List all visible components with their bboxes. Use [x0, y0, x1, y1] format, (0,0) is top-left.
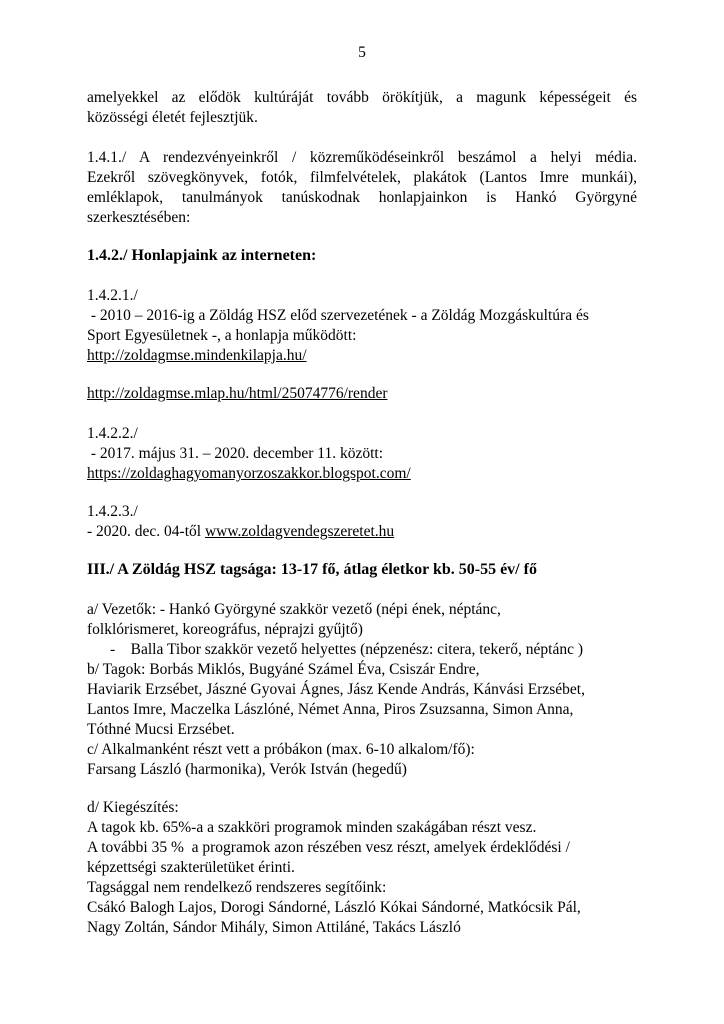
occasional-line-1: c/ Alkalmanként részt vett a próbákon (max. 6-10 alkalom/fő): [87, 741, 475, 758]
members-line-4: Tóthné Mucsi Erzsébet. [87, 721, 235, 738]
leaders-line-1: a/ Vezetők: - Hankó Györgyné szakkör vezető (népi ének, néptánc, [87, 601, 501, 618]
link-zoldagmse-mlap[interactable]: http://zoldagmse.mlap.hu/html/25074776/render [87, 385, 388, 402]
helpers-heading: Tagsággal nem rendelkező rendszeres segítőink: [87, 879, 387, 896]
section-1422-number: 1.4.2.2./ [87, 425, 138, 442]
section-141-line-4: szerkesztésében: [87, 209, 191, 226]
link-zoldagmse-mindenkilapja[interactable]: http://zoldagmse.mindenkilapja.hu/ [87, 347, 307, 364]
section-iii-heading: III./ A Zöldág HSZ tagsága: 13-17 fő, átlag életkor kb. 50-55 év/ fő [87, 561, 537, 578]
section-1421-text-1: - 2010 – 2016-ig a Zöldág HSZ előd szervezetének - a Zöldág Mozgáskultúra és [87, 307, 589, 324]
supplement-line-1: A tagok kb. 65%-a a szakköri programok minden szakágában részt vesz. [87, 819, 537, 836]
section-1423-text: - 2020. dec. 04-től [87, 523, 205, 540]
section-1423-number: 1.4.2.3./ [87, 503, 138, 520]
section-141-line-1: 1.4.1./ A rendezvényeinkről / közreműködéseinkről beszámol a helyi média. [87, 149, 637, 166]
intro-line-2: közösségi életét fejlesztjük. [87, 109, 258, 126]
leaders-line-3: - Balla Tibor szakkör vezető helyettes (népzenész: citera, tekerő, néptánc ) [110, 641, 583, 658]
occasional-line-2: Farsang László (harmonika), Verók István (hegedű) [87, 761, 407, 778]
helpers-line-1: Csákó Balogh Lajos, Dorogi Sándorné, László Kókai Sándorné, Matkócsik Pál, [87, 899, 581, 916]
page-number: 5 [358, 44, 366, 61]
section-141-line-3: emléklapok, tanulmányok tanúskodnak honlapjainkon is Hankó Györgyné [87, 189, 637, 206]
supplement-line-3: képzettségi szakterületüket érinti. [87, 859, 295, 876]
supplement-line-2: A további 35 % a programok azon részében vesz részt, amelyek érdeklődési / [87, 839, 570, 856]
section-1421-number: 1.4.2.1./ [87, 287, 138, 304]
section-141-line-2: Ezekről szövegkönyvek, fotók, filmfelvételek, plakátok (Lantos Imre munkái), [87, 169, 637, 186]
intro-line-1: amelyekkel az elődök kultúráját tovább örökítjük, a magunk képességeit és [87, 89, 637, 106]
members-line-2: Haviarik Erzsébet, Jászné Gyovai Ágnes, Jász Kende András, Kánvási Erzsébet, [87, 681, 585, 698]
section-1422-text: - 2017. május 31. – 2020. december 11. között: [87, 445, 384, 462]
members-line-3: Lantos Imre, Maczelka Lászlóné, Német Anna, Piros Zsuzsanna, Simon Anna, [87, 701, 574, 718]
section-1423-line [87, 522, 394, 542]
members-line-1: b/ Tagok: Borbás Miklós, Bugyáné Számel Éva, Csiszár Endre, [87, 661, 480, 678]
section-142-heading: 1.4.2./ Honlapjaink az interneten: [87, 247, 317, 264]
link-blogspot[interactable]: https://zoldaghagyomanyorzoszakkor.blogspot.com/ [87, 465, 411, 482]
helpers-line-2: Nagy Zoltán, Sándor Mihály, Simon Attiláné, Takács László [87, 919, 461, 936]
supplement-heading: d/ Kiegészítés: [87, 799, 179, 816]
leaders-line-2: folklórismeret, koreográfus, néprajzi gyűjtő) [87, 621, 363, 638]
section-1421-text-2: Sport Egyesületnek -, a honlapja működött: [87, 327, 357, 344]
link-zoldagvendegszeretet[interactable]: www.zoldagvendegszeretet.hu [204, 523, 395, 540]
